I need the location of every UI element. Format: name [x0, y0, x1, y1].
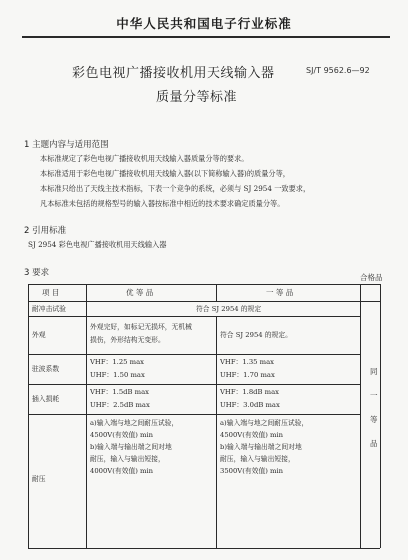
table-header-premium: 优 等 品 [126, 288, 154, 297]
table-rule [380, 284, 381, 548]
table-header-first: 一 等 品 [266, 288, 294, 297]
table-rule [216, 284, 217, 301]
qualified-note-char: 一 [370, 391, 378, 400]
table-row-item: 插入损耗 [32, 395, 60, 403]
scope-paragraph-2: 本标准适用于彩色电视广播接收机用天线输入器(以下简称输入器)的质量分等， [40, 169, 290, 178]
table-row-premium-line: VHF：1.5dB max [90, 388, 149, 396]
table-row-premium-line: UHF：2.5dB max [90, 401, 150, 409]
table-row-first-line: 耐压，输入与输出短接， [220, 455, 295, 463]
table-row-first-line: UHF：1.70 max [220, 371, 275, 379]
table-rule [28, 316, 360, 317]
table-row-first-line: 3500V(有效值) min [220, 467, 284, 475]
doc-code: SJ/T 9562.6—92 [306, 66, 370, 75]
table-row-premium-line: b)输入端与输出端之间对地 [90, 443, 172, 451]
table-row-premium-line: UHF：1.50 max [90, 371, 145, 379]
section-heading-scope: 1 主题内容与适用范围 [24, 140, 109, 150]
table-row-item: 驻波系数 [32, 365, 60, 373]
table-row-first-line: UHF：3.0dB max [220, 401, 280, 409]
table-row-first-line: 4500V(有效值) min [220, 431, 284, 439]
section-heading-requirements: 3 要求 [24, 268, 50, 278]
table-header-item: 项 目 [42, 288, 60, 297]
table-rule [216, 316, 217, 548]
table-row-premium-line: 外观完好，如标记无损坏，无机械 [90, 323, 192, 331]
table-row-premium-line: 4000V(有效值) min [90, 467, 154, 475]
table-rule [86, 284, 87, 548]
table-rule [28, 384, 360, 385]
table-row-first-line: b)输入端与输出端之间对地 [220, 443, 302, 451]
scope-paragraph-4: 凡本标准未包括的规格型号的输入器按标准中相近的技术要求确定质量分等。 [40, 199, 285, 208]
qualified-note-char: 等 [370, 415, 378, 424]
table-row-first-line: a)输入端与地之间耐压试验， [220, 419, 309, 427]
doc-subtitle: 质量分等标准 [156, 90, 238, 105]
qualified-note-char: 同 [370, 367, 378, 376]
table-row-premium-line: 4500V(有效值) min [90, 431, 154, 439]
doc-title: 彩色电视广播接收机用天线输入器 [72, 66, 275, 81]
table-row-item: 外观 [32, 331, 46, 339]
table-row-first-line: VHF：1.8dB max [220, 388, 279, 396]
scope-paragraph-1: 本标准规定了彩色电视广播接收机用天线输入器质量分等的要求。 [40, 154, 249, 163]
table-row-premium-line: 损伤，外形结构无变形。 [90, 336, 165, 344]
table-rule [28, 548, 380, 549]
table-row-item: 耐压 [32, 475, 46, 483]
table-rule [28, 284, 29, 548]
requirements-table [28, 273, 383, 548]
table-row-first-line: 符合 SJ 2954 的规定。 [220, 331, 292, 339]
table-row-premium-line: 符合 SJ 2954 的规定 [196, 305, 262, 313]
table-rule [28, 301, 380, 302]
table-header-qualified: 合格品 [360, 273, 383, 282]
table-row-first-line: VHF：1.35 max [220, 358, 274, 366]
table-row-premium-line: 耐压，输入与输出短接， [90, 455, 165, 463]
reference-entry: SJ 2954 彩色电视广播接收机用天线输入器 [28, 240, 167, 249]
table-rule [28, 354, 360, 355]
table-row-premium-line: a)输入端与地之间耐压试验， [90, 419, 179, 427]
qualified-note-char: 品 [370, 439, 378, 448]
table-row-item: 耐冲击试验 [32, 305, 66, 313]
table-rule [360, 284, 361, 548]
table-rule [28, 284, 380, 285]
scope-paragraph-3: 本标准只给出了天线主技术指标，下表一个竞争的系统，必须与 SJ 2954 一致要求， [40, 184, 311, 193]
table-rule [28, 414, 360, 415]
section-heading-references: 2 引用标准 [24, 226, 67, 236]
standard-title: 中华人民共和国电子行业标准 [116, 16, 292, 31]
top-rule [22, 36, 390, 38]
table-row-premium-line: VHF：1.25 max [90, 358, 144, 366]
